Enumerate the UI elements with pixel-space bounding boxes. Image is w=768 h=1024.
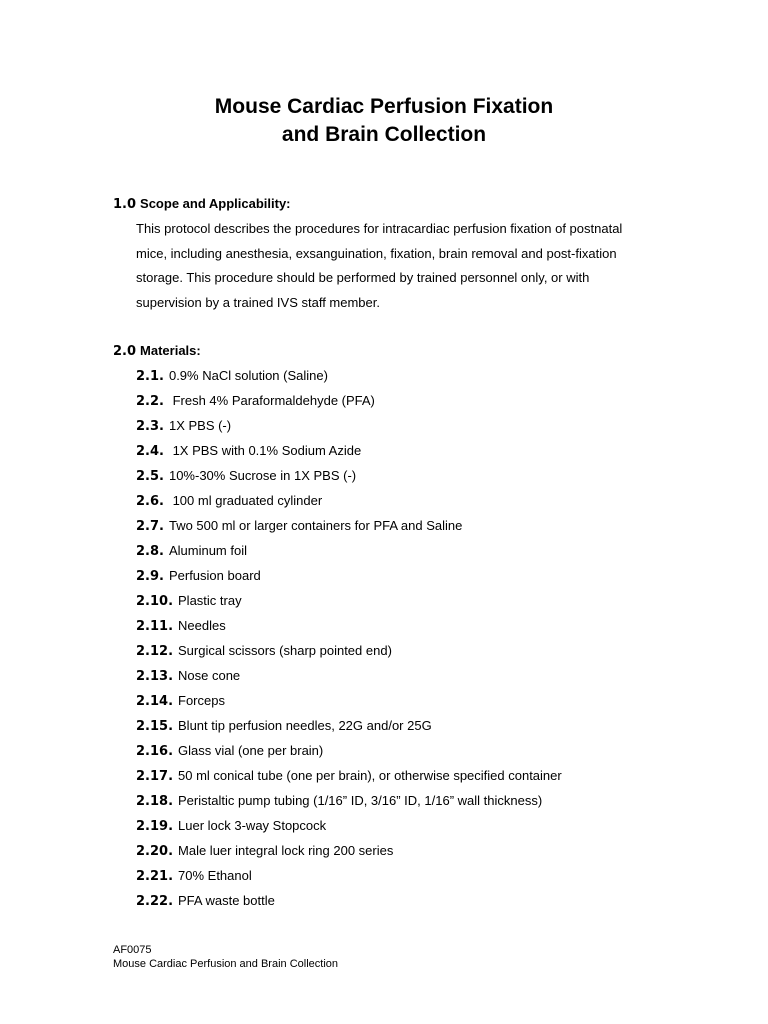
- material-item-number: 2.7.: [136, 519, 164, 534]
- material-item-text: Plastic tray: [178, 593, 242, 608]
- material-item-text: 1X PBS with 0.1% Sodium Azide: [168, 443, 362, 458]
- material-item: [136, 366, 562, 391]
- material-item-text: 10%-30% Sucrose in 1X PBS (-): [168, 468, 357, 483]
- material-item-text: Blunt tip perfusion needles, 22G and/or 25G: [178, 718, 432, 733]
- material-item-number: 2.16.: [136, 744, 174, 759]
- material-item: [136, 466, 562, 491]
- material-item-text: 50 ml conical tube (one per brain), or otherwise specified container: [178, 768, 562, 783]
- material-item-number: 2.10.: [136, 594, 174, 609]
- material-item-number: 2.21.: [136, 869, 174, 884]
- material-item-text: 70% Ethanol: [178, 868, 252, 883]
- material-item-number: 2.17.: [136, 769, 174, 784]
- scope-section-title: Scope and Applicability:: [140, 196, 291, 211]
- material-item-number: 2.20.: [136, 844, 174, 859]
- material-item-text: 1X PBS (-): [168, 418, 232, 433]
- materials-section-number: 2.0: [113, 344, 137, 359]
- material-item-text: Glass vial (one per brain): [178, 743, 324, 758]
- material-item: [136, 841, 562, 866]
- material-item-number: 2.2.: [136, 394, 164, 409]
- material-item-text: Surgical scissors (sharp pointed end): [178, 643, 392, 658]
- material-item-number: 2.4.: [136, 444, 164, 459]
- material-item: [136, 816, 562, 841]
- material-item: [136, 616, 562, 641]
- material-item: [136, 566, 562, 591]
- material-item-text: Fresh 4% Paraformaldehyde (PFA): [168, 393, 375, 408]
- page-title: [0, 93, 768, 149]
- material-item-text: 0.9% NaCl solution (Saline): [168, 368, 328, 383]
- material-item-text: Nose cone: [178, 668, 241, 683]
- materials-section-title: Materials:: [140, 343, 201, 358]
- scope-heading: [113, 195, 291, 214]
- material-item-text: 100 ml graduated cylinder: [168, 493, 323, 508]
- material-item-text: Needles: [178, 618, 226, 633]
- material-item-number: 2.3.: [136, 419, 164, 434]
- materials-list: [136, 366, 562, 916]
- material-item: [136, 666, 562, 691]
- material-item-number: 2.1.: [136, 369, 164, 384]
- material-item: [136, 441, 562, 466]
- scope-paragraph: [136, 217, 666, 316]
- scope-line: supervision by a trained IVS staff member.: [136, 295, 380, 311]
- material-item: [136, 491, 562, 516]
- material-item: [136, 766, 562, 791]
- material-item-number: 2.14.: [136, 694, 174, 709]
- material-item: [136, 891, 562, 916]
- material-item-number: 2.8.: [136, 544, 164, 559]
- material-item-text: Two 500 ml or larger containers for PFA and Saline: [168, 518, 463, 533]
- materials-heading: [113, 342, 201, 361]
- material-item-text: Perfusion board: [168, 568, 261, 583]
- material-item: [136, 691, 562, 716]
- material-item-text: Aluminum foil: [168, 543, 247, 558]
- material-item-number: 2.11.: [136, 619, 174, 634]
- material-item: [136, 391, 562, 416]
- material-item: [136, 591, 562, 616]
- material-item: [136, 716, 562, 741]
- material-item: [136, 516, 562, 541]
- material-item-number: 2.5.: [136, 469, 164, 484]
- material-item-number: 2.6.: [136, 494, 164, 509]
- material-item: [136, 541, 562, 566]
- footer-doc-name: Mouse Cardiac Perfusion and Brain Collection: [113, 958, 339, 970]
- scope-line: storage. This procedure should be performed by trained personnel only, or with: [136, 270, 590, 286]
- material-item: [136, 791, 562, 816]
- material-item-text: PFA waste bottle: [178, 893, 275, 908]
- scope-line: This protocol describes the procedures for intracardiac perfusion fixation of postnatal: [136, 221, 623, 236]
- material-item-text: Luer lock 3-way Stopcock: [178, 818, 327, 833]
- material-item-text: Peristaltic pump tubing (1/16” ID, 3/16” ID, 1/16” wall thickness): [178, 793, 543, 808]
- title-line-2: and Brain Collection: [281, 123, 487, 146]
- material-item-text: Male luer integral lock ring 200 series: [178, 843, 394, 858]
- material-item: [136, 641, 562, 666]
- material-item: [136, 416, 562, 441]
- material-item-number: 2.22.: [136, 894, 174, 909]
- material-item-number: 2.15.: [136, 719, 174, 734]
- material-item-number: 2.19.: [136, 819, 174, 834]
- scope-section-number: 1.0: [113, 197, 137, 212]
- material-item: [136, 866, 562, 891]
- material-item-number: 2.18.: [136, 794, 174, 809]
- material-item-number: 2.13.: [136, 669, 174, 684]
- footer-doc-id: AF0075: [113, 944, 152, 956]
- material-item: [136, 741, 562, 766]
- material-item-text: Forceps: [178, 693, 225, 708]
- page-footer: [113, 943, 338, 971]
- title-line-1: Mouse Cardiac Perfusion Fixation: [214, 95, 554, 118]
- material-item-number: 2.9.: [136, 569, 164, 584]
- material-item-number: 2.12.: [136, 644, 174, 659]
- scope-line: mice, including anesthesia, exsanguination, fixation, brain removal and post-fixation: [136, 245, 617, 261]
